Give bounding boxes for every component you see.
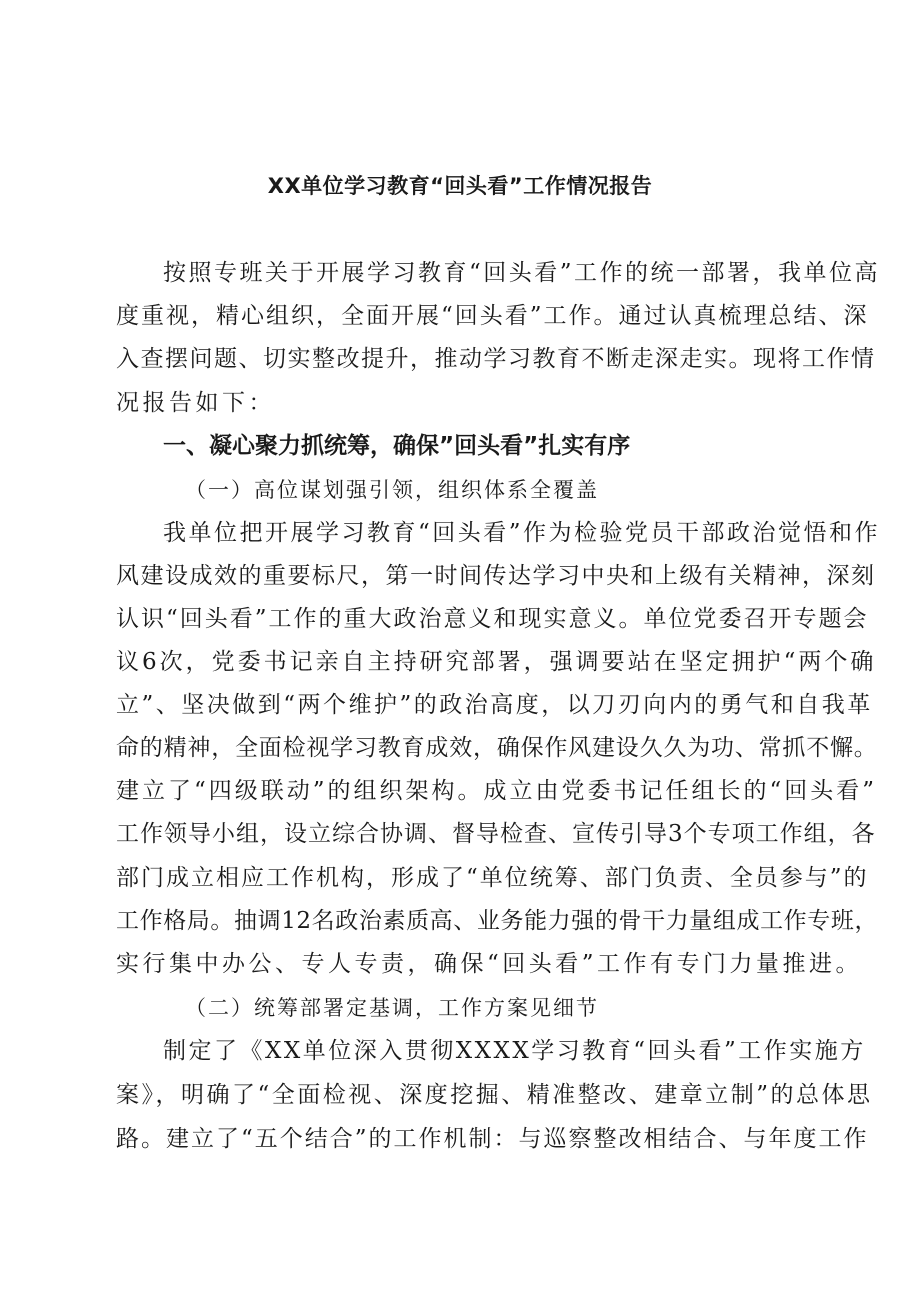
- sub2-line-2: 案》，明确了“全面检视、深度挖掘、精准整改、建章立制”的总体思: [116, 1082, 873, 1108]
- sub1-line-1: 我单位把开展学习教育“回头看”作为检验党员干部政治觉悟和作: [163, 520, 881, 546]
- sub1-line-5: 立”、坚决做到“两个维护”的政治高度，以刀刃向内的勇气和自我革: [116, 692, 873, 718]
- section-1-heading: 一、凝心聚力抓统筹，确保”回头看”扎实有序: [163, 433, 631, 459]
- intro-line-4: 况报告如下：: [116, 390, 275, 416]
- sub1-line-2: 风建设成效的重要标尺，第一时间传达学习中央和上级有关精神，深刻: [116, 563, 876, 589]
- sub1-line-10: 工作格局。抽调12名政治素质高、业务能力强的骨干力量组成工作专班，: [116, 908, 879, 934]
- intro-line-1: 按照专班关于开展学习教育“回头看”工作的统一部署，我单位高: [163, 260, 881, 286]
- document-title: XX单位学习教育“回头看”工作情况报告: [267, 174, 653, 198]
- intro-line-2: 度重视，精心组织，全面开展“回头看”工作。通过认真梳理总结、深: [116, 303, 869, 329]
- intro-line-3: 入查摆问题、切实整改提升，推动学习教育不断走深走实。现将工作情: [116, 346, 876, 372]
- subsection-2-heading: （二）统筹部署定基调，工作方案见细节: [185, 996, 599, 1020]
- sub1-line-4: 议6次，党委书记亲自主持研究部署，强调要站在坚定拥护“两个确: [116, 649, 877, 675]
- sub1-line-9: 部门成立相应工作机构，形成了“单位统筹、部门负责、全员参与”的: [116, 865, 869, 891]
- sub1-line-8: 工作领导小组，设立综合协调、督导检查、宣传引导3个专项工作组，各: [116, 821, 876, 847]
- sub1-line-6: 命的精神，全面检视学习教育成效，确保作风建设久久为功、常抓不懈。: [116, 735, 878, 761]
- sub1-line-7: 建立了“四级联动”的组织架构。成立由党委书记任组长的“回头看”: [116, 778, 878, 804]
- sub1-line-3: 认识“回头看”工作的重大政治意义和现实意义。单位党委召开专题会: [116, 606, 869, 632]
- subsection-1-heading: （一）高位谋划强引领，组织体系全覆盖: [185, 478, 599, 502]
- sub2-line-3: 路。建立了“五个结合”的工作机制：与巡察整改相结合、与年度工作: [116, 1126, 869, 1152]
- sub2-line-1: 制定了《XX单位深入贯彻XXXX学习教育“回头看”工作实施方: [163, 1038, 866, 1064]
- sub1-line-11: 实行集中办公、专人专责，确保“回头看”工作有专门力量推进。: [116, 951, 863, 977]
